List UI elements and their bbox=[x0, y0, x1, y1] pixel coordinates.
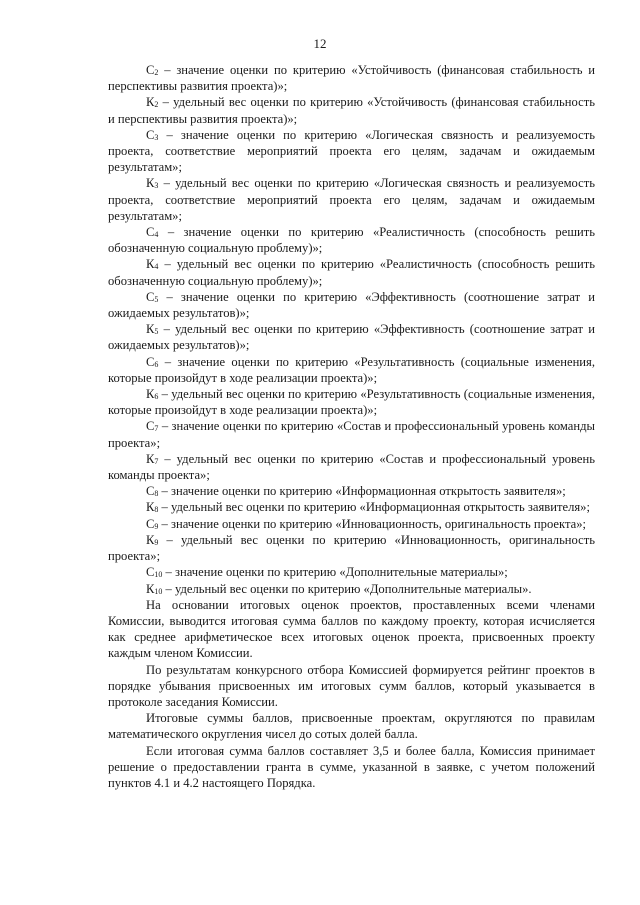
paragraph bbox=[108, 321, 595, 353]
paragraph-text: С bbox=[146, 419, 155, 434]
criterion-index: 10 bbox=[154, 586, 163, 596]
criterion-index: 5 bbox=[154, 327, 159, 337]
paragraph bbox=[108, 354, 595, 386]
paragraph bbox=[108, 516, 595, 532]
paragraph bbox=[108, 483, 595, 499]
criterion-index: 8 bbox=[154, 505, 159, 515]
paragraph bbox=[108, 743, 595, 792]
paragraph bbox=[108, 256, 595, 288]
criterion-index: 6 bbox=[154, 359, 159, 369]
paragraph-text: К bbox=[146, 451, 155, 466]
paragraph bbox=[108, 127, 595, 176]
paragraph bbox=[108, 710, 595, 742]
paragraph-text: С bbox=[146, 289, 155, 304]
paragraph-text: С bbox=[146, 354, 155, 369]
paragraph-text: – значение оценки по критерию «Состав и профессиональный уровень команды проекта»; bbox=[108, 419, 595, 450]
criterion-index: 2 bbox=[154, 68, 159, 77]
criterion-index: 5 bbox=[154, 294, 159, 304]
criterion-index: 2 bbox=[154, 100, 159, 110]
criterion-index: 7 bbox=[154, 424, 159, 434]
criterion-index: 3 bbox=[154, 181, 159, 191]
paragraph bbox=[108, 224, 595, 256]
paragraph-text: – значение оценки по критерию «Логическая связность и реализуемость проекта, соответствие мероприятий проекта его целям, задачам и ожидаемым результатам»; bbox=[108, 127, 595, 175]
paragraph bbox=[108, 451, 595, 483]
paragraph bbox=[108, 62, 595, 94]
paragraph-text: – значение оценки по критерию «Устойчивость (финансовая стабильность и перспективы развития проекта)»; bbox=[108, 63, 595, 94]
criterion-index: 6 bbox=[154, 392, 159, 402]
paragraph-text: К bbox=[146, 322, 155, 337]
criterion-index: 8 bbox=[154, 489, 159, 499]
criterion-index: 9 bbox=[154, 537, 159, 547]
paragraph-text: С bbox=[146, 225, 155, 240]
paragraph-text: Если итоговая сумма баллов составляет 3,5 и более балла, Комиссия принимает решение о предоставлении гранта в сумме, указанной в заявке, с учетом положений пунктов 4.1 и 4.2 настоящего Порядка. bbox=[108, 743, 595, 790]
paragraph bbox=[108, 581, 595, 597]
paragraph-text: – значение оценки по критерию «Эффективность (соотношение затрат и ожидаемых результатов)»; bbox=[108, 289, 595, 321]
paragraph-text: – удельный вес оценки по критерию «Реалистичность (способность решить обозначенную социальную проблему)»; bbox=[108, 257, 595, 288]
criterion-index: 10 bbox=[154, 570, 163, 580]
paragraph-text: – удельный вес оценки по критерию «Информационная открытость заявителя»; bbox=[158, 500, 590, 515]
paragraph-text: С bbox=[146, 484, 155, 499]
paragraph-text: С bbox=[146, 516, 155, 531]
paragraph-text: – значение оценки по критерию «Результативность (социальные изменения, которые произойдут в ходе реализации проекта)»; bbox=[108, 354, 595, 385]
paragraph bbox=[108, 532, 595, 564]
paragraph-text: К bbox=[146, 176, 155, 191]
paragraph-text: Итоговые суммы баллов, присвоенные проектам, округляются по правилам математического округления чисел до сотых долей балла. bbox=[108, 711, 595, 742]
paragraph bbox=[108, 175, 595, 224]
paragraph bbox=[108, 499, 595, 515]
paragraph bbox=[108, 289, 595, 321]
paragraph-text: – значение оценки по критерию «Инновационность, оригинальность проекта»; bbox=[158, 516, 586, 531]
paragraph-text: – удельный вес оценки по критерию «Состав и профессиональный уровень команды проекта»; bbox=[108, 451, 595, 483]
paragraph-text: На основании итоговых оценок проектов, проставленных всеми членами Комиссии, выводится итоговая сумма баллов по каждому проекту, которая исчисляется как среднее арифметическое всех итоговых оценок проекта, присвоенных проекту каждым членом Комиссии. bbox=[108, 597, 595, 661]
paragraph-text: – значение оценки по критерию «Информационная открытость заявителя»; bbox=[158, 484, 566, 499]
paragraph-text: С bbox=[146, 127, 155, 142]
criterion-index: 4 bbox=[154, 230, 159, 240]
paragraph bbox=[108, 597, 595, 662]
document-body bbox=[108, 62, 595, 791]
paragraph bbox=[108, 386, 595, 418]
criterion-index: 4 bbox=[154, 262, 159, 272]
paragraph-text: – удельный вес оценки по критерию «Устойчивость (финансовая стабильность и перспективы развития проекта)»; bbox=[108, 95, 595, 126]
paragraph-text: – удельный вес оценки по критерию «Дополнительные материалы». bbox=[162, 581, 532, 596]
paragraph-text: С bbox=[146, 63, 155, 77]
paragraph-text: – удельный вес оценки по критерию «Логическая связность и реализуемость проекта, соответствие мероприятий проекта его целям, задачам и ожидаемым результатам»; bbox=[108, 176, 595, 223]
paragraph-text: – значение оценки по критерию «Дополнительные материалы»; bbox=[162, 565, 508, 580]
paragraph-text: К bbox=[146, 95, 155, 110]
page-number: 12 bbox=[313, 36, 327, 51]
paragraph bbox=[108, 418, 595, 450]
paragraph bbox=[108, 94, 595, 126]
paragraph-text: – удельный вес оценки по критерию «Результативность (социальные изменения, которые произойдут в ходе реализации проекта)»; bbox=[108, 387, 595, 418]
criterion-index: 9 bbox=[154, 521, 159, 531]
paragraph-text: К bbox=[146, 532, 155, 547]
paragraph-text: – значение оценки по критерию «Реалистичность (способность решить обозначенную социальную проблему)»; bbox=[108, 225, 595, 256]
paragraph bbox=[108, 564, 595, 580]
paragraph bbox=[108, 662, 595, 711]
paragraph-text: К bbox=[146, 581, 155, 596]
paragraph-text: – удельный вес оценки по критерию «Эффективность (соотношение затрат и ожидаемых результатов)»; bbox=[108, 322, 595, 353]
paragraph-text: С bbox=[146, 565, 155, 580]
criterion-index: 7 bbox=[154, 456, 159, 466]
paragraph-text: – удельный вес оценки по критерию «Инновационность, оригинальность проекта»; bbox=[108, 532, 595, 564]
criterion-index: 3 bbox=[154, 132, 159, 142]
paragraph-text: По результатам конкурсного отбора Комиссией формируется рейтинг проектов в порядке убывания присвоенных им итоговых сумм баллов, который указывается в протоколе заседания Комиссии. bbox=[108, 662, 595, 709]
paragraph-text: К bbox=[146, 387, 155, 402]
paragraph-text: К bbox=[146, 257, 155, 272]
paragraph-text: К bbox=[146, 500, 155, 515]
